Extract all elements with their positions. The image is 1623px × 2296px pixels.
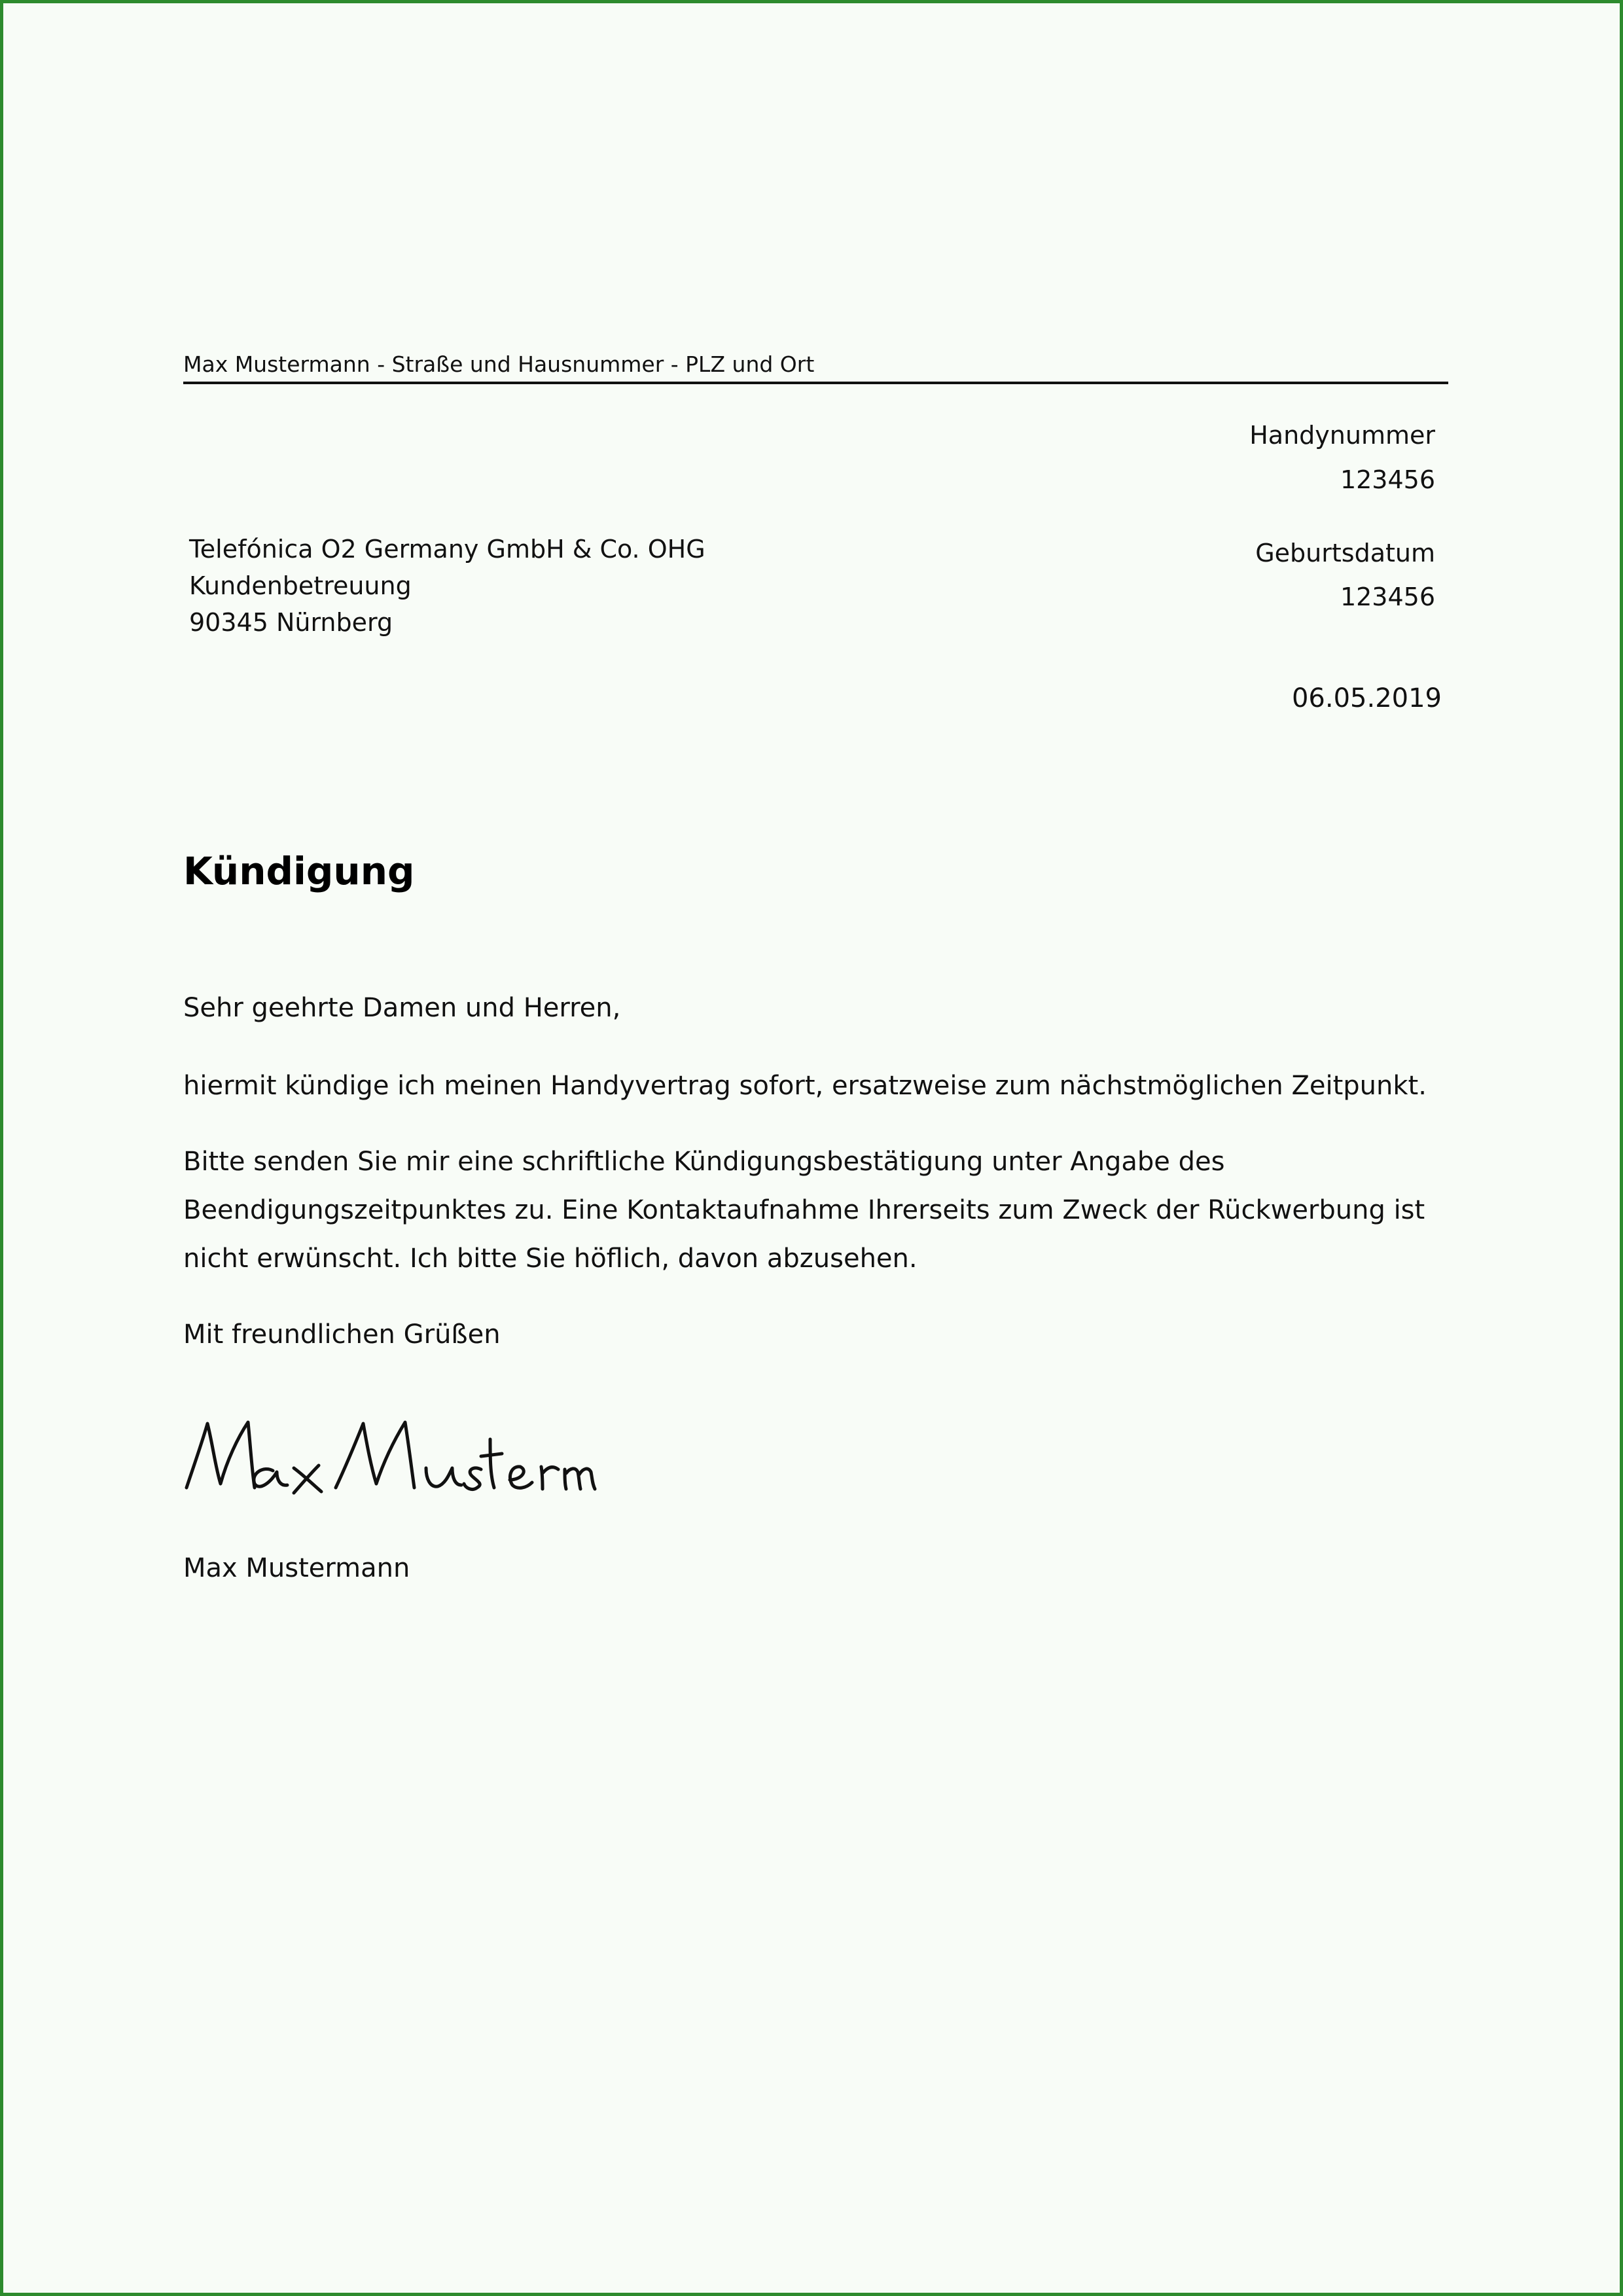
letter-date: 06.05.2019 bbox=[1291, 683, 1442, 713]
body-paragraph-2: Bitte senden Sie mir eine schriftliche Kündigungsbestätigung unter Angabe des Beendigungszeitpunktes zu. Eine Kontaktaufnahme Ihrerseits zum Zweck der Rückwerbung ist nicht erwünscht. Ich bitte Sie höflich, davon abzusehen. bbox=[183, 1147, 1425, 1274]
recipient-company: Telefónica O2 Germany GmbH & Co. OHG bbox=[189, 535, 705, 564]
signer-name: Max Mustermann bbox=[183, 1553, 410, 1583]
recipient-department: Kundenbetreuung bbox=[189, 571, 412, 600]
phone-value: 123456 bbox=[1340, 465, 1435, 494]
birthdate-value: 123456 bbox=[1340, 583, 1435, 611]
birthdate-label: Geburtsdatum bbox=[1255, 539, 1435, 567]
phone-label: Handynummer bbox=[1249, 421, 1435, 450]
salutation: Sehr geehrte Damen und Herren, bbox=[183, 993, 621, 1023]
handwritten-signature bbox=[175, 1410, 620, 1509]
sender-line: Max Mustermann - Straße und Hausnummer - PLZ und Ort bbox=[183, 351, 815, 377]
recipient-city: 90345 Nürnberg bbox=[189, 608, 393, 637]
closing: Mit freundlichen Grüßen bbox=[183, 1319, 501, 1350]
recipient-address bbox=[189, 531, 974, 641]
letter-subject: Kündigung bbox=[183, 849, 415, 893]
sender-underline bbox=[183, 382, 1448, 384]
body-paragraph-1: hiermit kündige ich meinen Handyvertrag sofort, ersatzweise zum nächstmöglichen Zeitpunkt. bbox=[183, 1071, 1427, 1101]
